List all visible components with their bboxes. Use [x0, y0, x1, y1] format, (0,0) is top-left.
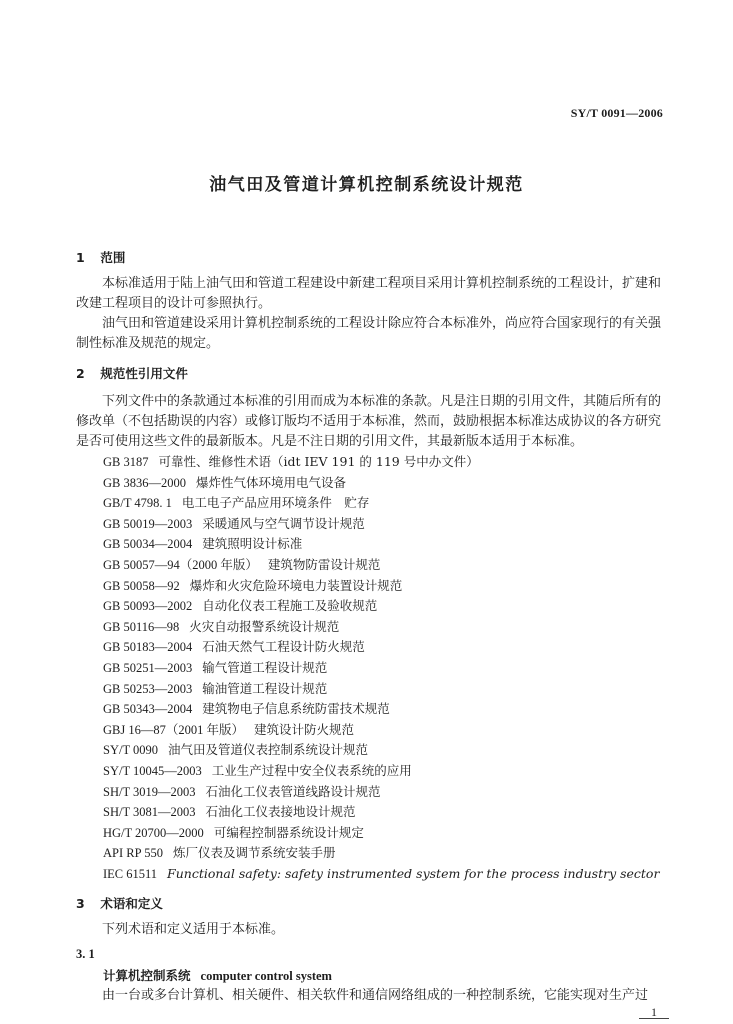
section-number: 3 [76, 896, 85, 912]
reference-code: API RP 550 [103, 846, 163, 861]
reference-title: 炼厂仪表及调节系统安装手册 [172, 845, 336, 861]
reference-title: 油气田及管道仪表控制系统设计规范 [168, 742, 369, 758]
reference-code: GB 3187 [103, 455, 149, 469]
reference-item [103, 802, 666, 823]
reference-title: 石油化工仪表管道线路设计规范 [205, 783, 381, 799]
reference-code: GBJ 16—87（2001 年版） [103, 722, 244, 737]
section-heading-scope [76, 248, 666, 268]
reference-title: 采暖通风与空气调节设计规范 [202, 515, 365, 531]
section-title: 规范性引用文件 [100, 366, 188, 381]
reference-item [103, 576, 666, 597]
reference-item [103, 782, 666, 803]
reference-title: 工业生产过程中安全仪表系统的应用 [211, 762, 412, 778]
reference-item [103, 514, 666, 535]
standard-code: SY/T 0091—2006 [570, 106, 663, 120]
reference-item [103, 823, 666, 844]
reference-item [103, 679, 666, 700]
normative-intro: 下列文件中的条款通过本标准的引用而成为本标准的条款。凡是注日期的引用文件，其随后所有的修改单（不包括勘误的内容）或修订版均不适用于本标准，然而，鼓励根据本标准达成协议的各方研究是否可使用这些文件的最新版本。凡是不注日期的引用文件，其最新版本适用于本标准。 [76, 394, 662, 449]
reference-code: SY/T 10045—2003 [103, 763, 202, 778]
reference-title: 建筑设计防火规范 [253, 721, 354, 737]
reference-item [103, 843, 666, 864]
reference-title: 可编程控制器系统设计规定 [213, 824, 364, 840]
section-number: 2 [76, 366, 85, 381]
reference-code: SH/T 3081—2003 [103, 805, 196, 820]
term-entry [103, 966, 666, 986]
section-number: 1 [76, 250, 85, 265]
reference-code: GB 3836—2000 [103, 475, 186, 490]
reference-code: GB 50093—2002 [103, 599, 193, 614]
scope-paragraph: 油气田和管道建设采用计算机控制系统的工程设计除应符合本标准外，尚应符合国家现行的有关强制性标准及规范的规定。 [76, 316, 662, 351]
reference-code: SH/T 3019—2003 [103, 784, 196, 799]
reference-title: 输油管道工程设计规范 [202, 680, 328, 696]
reference-item [103, 637, 666, 658]
reference-item [103, 555, 666, 576]
reference-code: GB 50253—2003 [103, 681, 193, 696]
reference-item [103, 493, 666, 514]
reference-title: 建筑照明设计标准 [202, 536, 303, 552]
reference-title: 石油天然气工程设计防火规范 [202, 639, 365, 655]
section-title: 范围 [100, 250, 126, 265]
reference-code: GB 50058—92 [103, 578, 180, 593]
reference-code: SY/T 0090 [103, 743, 158, 758]
terms-intro: 下列术语和定义适用于本标准。 [102, 922, 285, 938]
section-title: 术语和定义 [100, 896, 163, 912]
reference-code: HG/T 20700—2000 [103, 825, 204, 840]
reference-item [103, 452, 666, 473]
section-heading-terms [76, 894, 666, 914]
document-body [76, 248, 666, 1006]
reference-code: GB 50057—94（2000 年版） [103, 557, 258, 572]
reference-title: 自动化仪表工程施工及验收规范 [202, 598, 378, 614]
reference-code: GB 50116—98 [103, 619, 180, 634]
reference-item [103, 740, 666, 761]
document-title: 油气田及管道计算机控制系统设计规范 [209, 175, 524, 195]
section-heading-normative [76, 364, 666, 384]
page-number: 1 [651, 1005, 657, 1019]
reference-title: 可靠性、维修性术语（idt IEV 191 的 119 号中办文件） [158, 454, 479, 469]
footer-rule [639, 1018, 669, 1019]
reference-list [76, 452, 666, 884]
reference-item [103, 658, 666, 679]
subsection-number: 3. 1 [76, 947, 95, 962]
reference-code: GB 50343—2004 [103, 702, 193, 717]
reference-title: 爆炸性气体环境用电气设备 [196, 474, 347, 490]
reference-title: 火灾自动报警系统设计规范 [189, 618, 340, 634]
reference-item [103, 534, 666, 555]
reference-code: GB 50183—2004 [103, 640, 193, 655]
reference-item [103, 473, 666, 494]
reference-title: 建筑物电子信息系统防雷技术规范 [202, 701, 390, 717]
reference-code: GB 50019—2003 [103, 516, 193, 531]
reference-title: Functional safety: safety instrumented system for the process industry sector [167, 865, 660, 881]
reference-code: GB 50034—2004 [103, 537, 193, 552]
reference-code: IEC 61511 [103, 866, 158, 881]
reference-title: 输气管道工程设计规范 [202, 659, 328, 675]
term-definition: 由一台或多台计算机、相关硬件、相关软件和通信网络组成的一种控制系统，它能实现对生产过 [102, 988, 649, 1004]
reference-item [103, 617, 666, 638]
scope-paragraph: 本标准适用于陆上油气田和管道工程建设中新建工程项目采用计算机控制系统的工程设计，扩建和改建工程项目的设计可参照执行。 [76, 276, 662, 311]
reference-item [103, 596, 666, 617]
reference-code: GB 50251—2003 [103, 660, 193, 675]
reference-item [103, 864, 666, 885]
reference-title: 石油化工仪表接地设计规范 [205, 804, 356, 820]
term-english: computer control system [200, 969, 332, 984]
reference-title: 电工电子产品应用环境条件 贮存 [181, 495, 370, 511]
reference-item [103, 761, 666, 782]
reference-title: 爆炸和火灾危险环境电力装置设计规范 [189, 577, 403, 593]
reference-item [103, 699, 666, 720]
reference-title: 建筑物防雷设计规范 [267, 556, 381, 572]
term-chinese: 计算机控制系统 [103, 968, 191, 984]
reference-item [103, 720, 666, 741]
reference-code: GB/T 4798. 1 [103, 496, 172, 511]
